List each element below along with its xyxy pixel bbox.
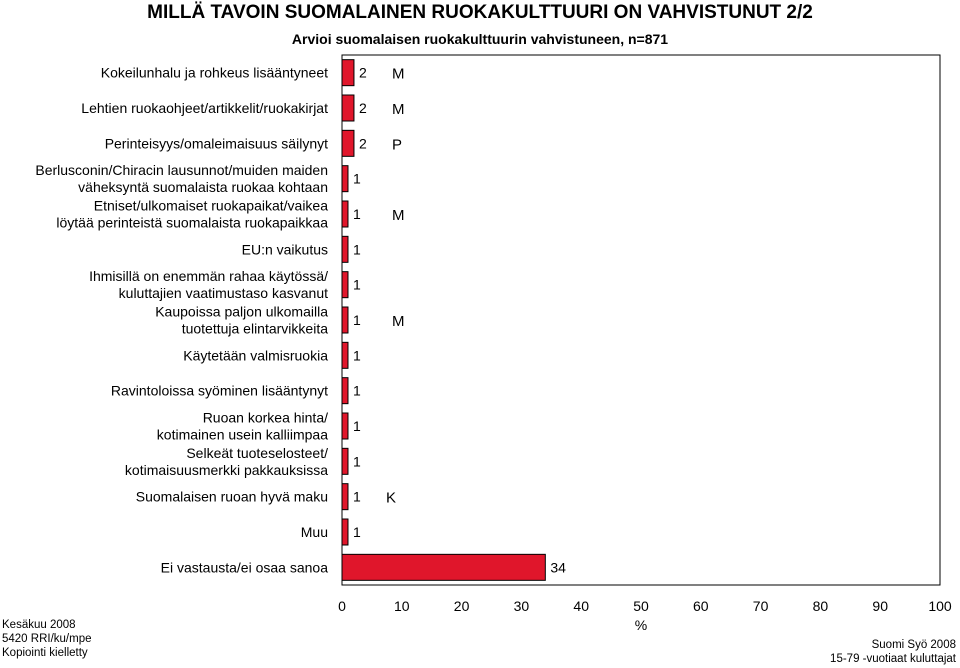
x-tick-label: 100 — [928, 598, 952, 614]
bar — [342, 236, 348, 262]
bar — [342, 448, 348, 474]
footer-population: 15-79 -vuotiaat kuluttajat — [830, 653, 956, 665]
data-label: 1 — [352, 241, 361, 258]
x-tick-label: 10 — [394, 598, 410, 614]
bar — [342, 413, 348, 439]
category-label: Ihmisillä on enemmän rahaa käytössä/ — [89, 268, 328, 285]
data-label: 1 — [352, 170, 361, 187]
annotation-label: K — [386, 489, 397, 507]
bar — [342, 307, 348, 333]
bar — [342, 60, 354, 86]
bar — [342, 130, 354, 156]
x-tick-label: 30 — [513, 598, 530, 614]
annotation-label: M — [392, 207, 405, 224]
data-label: 1 — [352, 312, 361, 328]
category-label: Ravintoloissa syöminen lisääntynyt — [110, 382, 328, 399]
annotation-label: M — [392, 101, 405, 118]
category-label: Selkeät tuoteselosteet/ — [186, 444, 328, 461]
annotation-label: M — [392, 313, 405, 330]
data-label: 1 — [352, 276, 361, 293]
data-label: 2 — [358, 64, 367, 81]
x-tick-label: 60 — [693, 598, 709, 614]
data-label: 1 — [352, 382, 361, 399]
data-label: 1 — [352, 206, 361, 222]
bar — [342, 554, 545, 580]
bar — [342, 95, 354, 121]
category-label: Muu — [300, 524, 328, 540]
plot-frame — [342, 55, 940, 585]
category-label: väheksyntä suomalaista ruokaa kohtaan — [78, 179, 328, 196]
data-label: 34 — [550, 559, 566, 576]
data-label: 1 — [352, 347, 361, 364]
category-label: Perinteisyys/omaleimaisuus säilynyt — [104, 135, 328, 152]
category-label: tuotettuja elintarvikkeita — [181, 320, 328, 337]
bar — [342, 201, 348, 227]
annotation-label: M — [392, 65, 405, 83]
x-tick-label: 0 — [338, 598, 346, 614]
annotation-label: P — [392, 136, 403, 154]
x-tick-label: 40 — [573, 598, 589, 614]
bar — [342, 166, 348, 192]
data-label: 1 — [352, 418, 361, 434]
category-label: Kaupoissa paljon ulkomailla — [155, 303, 328, 320]
footer-date: Kesäkuu 2008 — [2, 619, 76, 631]
category-label: Käytetään valmisruokia — [183, 347, 328, 364]
footer-copyright: Kopiointi kielletty — [2, 647, 88, 659]
x-tick-label: 80 — [812, 598, 829, 614]
category-label: löytää perinteistä suomalaista ruokapaikkaa — [56, 214, 328, 231]
bar — [342, 484, 348, 510]
category-label: EU:n vaikutus — [241, 241, 328, 258]
category-label: Ei vastausta/ei osaa sanoa — [160, 559, 328, 576]
category-label: kotimaisuusmerkki pakkauksissa — [124, 461, 328, 478]
bar — [342, 342, 348, 368]
footer-code: 5420 RRI/ku/mpe — [2, 633, 92, 645]
data-label: 1 — [352, 488, 361, 505]
x-tick-label: 70 — [752, 598, 769, 614]
bar — [342, 378, 348, 404]
footer-left — [2, 618, 92, 660]
x-tick-label: 50 — [633, 598, 649, 614]
category-label: Etniset/ulkomaiset ruokapaikat/vaikea — [93, 197, 328, 214]
x-tick-label: 20 — [453, 598, 470, 614]
category-label: Suomalaisen ruoan hyvä maku — [135, 488, 328, 505]
category-label: Berlusconin/Chiracin lausunnot/muiden maiden — [35, 162, 328, 179]
category-label: kotimainen usein kalliimpaa — [156, 426, 328, 443]
data-label: 1 — [352, 524, 361, 540]
x-tick-label: 90 — [872, 598, 888, 614]
data-label: 2 — [358, 100, 367, 116]
data-label: 2 — [358, 135, 367, 152]
chart-subtitle: Arvioi suomalaisen ruokakulttuurin vahvistuneen, n=871 — [291, 31, 669, 47]
footer-study: Suomi Syö 2008 — [871, 639, 956, 651]
data-label: 1 — [352, 453, 361, 470]
bar — [342, 519, 348, 545]
category-label: Lehtien ruokaohjeet/artikkelit/ruokakirjat — [81, 100, 328, 116]
x-axis-label: % — [634, 617, 648, 633]
category-label: Kokeilunhalu ja rohkeus lisääntyneet — [100, 64, 328, 81]
category-label: kuluttajien vaatimustaso kasvanut — [118, 285, 328, 302]
bar — [342, 272, 348, 298]
chart-title: MILLÄ TAVOIN SUOMALAINEN RUOKAKULTTUURI ON VAHVISTUNUT 2/2 — [147, 2, 813, 23]
footer-right — [830, 638, 956, 666]
category-label: Ruoan korkea hinta/ — [202, 409, 328, 426]
